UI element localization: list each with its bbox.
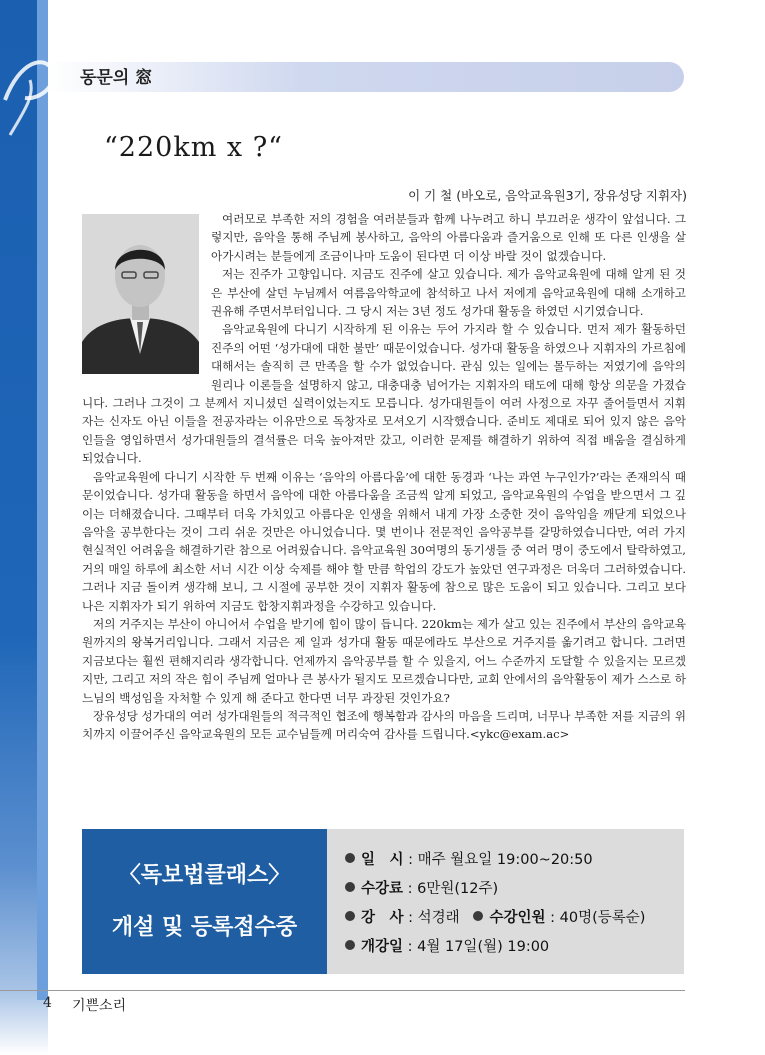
notice-value: 6만원(12주) <box>417 881 499 897</box>
bullet-icon <box>345 940 355 950</box>
publication-name: 기쁜소리 <box>72 998 127 1014</box>
class-registration-status: 개설 및 등록접수중 <box>111 915 298 940</box>
article-body <box>82 210 686 744</box>
notice-label: 개강일 <box>361 939 404 955</box>
paragraph: 장유성당 성가대의 여러 성가대원들의 적극적인 협조에 행복함과 감사의 마음을 드리며, 너무나 부족한 저를 지금의 위치까지 이끌어주신 음악교육원의 모든 교수님들께 머리숙여 감사를 드립니다.<ykc@exam.ac> <box>82 708 686 742</box>
paragraph: 저의 거주지는 부산이 아니어서 수업을 받기에 힘이 많이 듭니다. 220km는 제가 살고 있는 진주에서 부산의 음악교육원까지의 왕복거리입니다. 그래서 지금은 제 일과 성가대 활동 때문에라도 부산으로 거주지를 옮기려고 합니다. 그러면 지금보다는 훨씬 편해지리라 생각합니다. 언제까지 음악공부를 할 수 있을지, 어느 수준까지 도달할 수 있을지는 모르겠지만, 그리고 저의 작은 힘이 주님께 얼마나 큰 봉사가 될지도 모르겠습니다만, 교회 안에서의 음악활동이 제가 스스로 하느님의 백성임을 자처할 수 있게 해 준다고 한다면 너무 과장된 것인가요? <box>82 616 686 705</box>
bullet-icon <box>345 911 355 921</box>
bullet-icon <box>345 853 355 863</box>
paragraph: 음악교육원에 다니기 시작하게 된 이유는 두어 가지라 할 수 있습니다. 먼저 제가 활동하던 진주의 어떤 ‘성가대에 대한 불만’ 때문이었습니다. 성가대 활동을 하였으나 지휘자의 가르침에 대해서는 솔직히 큰 만족을 할 수가 없었습니다. 관심 있는 일에는 몰두하는 저였기에 음악의 원리나 이론들을 설명하지 않고, 대충대충 넘어가는 지휘자의 태도에 대해 항상 의문을 가졌습니다. 그러나 그것이 그 분께서 지니셨던 실력이었는지도 모릅니다. 성가대원들이 여러 사정으로 자꾸 줄어들면서 지휘자는 신자도 아닌 이들을 전공자라는 이유만으로 독창자로 모셔오기 시작했습니다. 준비도 제대로 되어 있지 않은 음악인들을 영입하면서 성가대원들의 결석률은 더욱 높아져만 갔고, 이러한 문제를 해결하기 위하여 직접 배움을 결심하게 되었습니다. <box>82 322 686 466</box>
notice-label: 수강인원 <box>489 910 546 926</box>
article-title: “220km x ?“ <box>104 132 283 163</box>
notice-item-fee: 수강료 : 6만원(12주) <box>345 877 498 898</box>
notice-label: 수강료 <box>361 881 404 897</box>
class-notice-title-panel <box>82 829 327 974</box>
notice-value: 40명(등록순) <box>559 910 646 926</box>
class-name: 〈독보법클래스〉 <box>118 863 291 888</box>
notice-label: 강 사 <box>361 910 404 926</box>
notice-item-schedule: 일 시 : 매주 월요일 19:00~20:50 <box>345 848 593 869</box>
notice-item-start-date: 개강일 : 4월 17일(월) 19:00 <box>345 935 549 956</box>
photo-spacer <box>82 210 211 378</box>
paragraph: 저는 진주가 고향입니다. 지금도 진주에 살고 있습니다. 제가 음악교육원에 대해 알게 된 것은 부산에 살던 누님께서 여름음악학교에 참석하고 나서 저에게 음악교육원에 대해 소개하고 권유해 주면서부터입니다. 그 당시 저는 3년 정도 성가대 활동을 하였던 시기였습니다. <box>211 267 686 319</box>
notice-value: 석경래 <box>417 910 460 926</box>
page-number: 4 <box>43 995 52 1011</box>
section-label: 동문의 窓 <box>80 68 153 88</box>
decorative-swirl-icon <box>0 40 60 150</box>
bullet-icon <box>345 882 355 892</box>
footer-divider <box>0 990 685 991</box>
notice-label: 일 시 <box>361 852 404 868</box>
notice-item-instructor: 강 사 : 석경래 수강인원 : 40명(등록순) <box>345 906 645 927</box>
left-color-band-stripe <box>37 0 48 1000</box>
paragraph: 음악교육원에 다니기 시작한 두 번째 이유는 ‘음악의 아름다움’에 대한 동경과 ‘나는 과연 누구인가?’라는 존재의식 때문이었습니다. 성가대 활동을 하면서 음악에 대한 아름다움을 조금씩 알게 되었고, 음악교육원의 수업을 받으면서 그 깊이는 더해졌습니다. 그때부터 더욱 가치있고 아름다운 인생을 위해서 내게 가장 소중한 것이 음악임을 깨닫게 되었으나 음악을 공부한다는 것이 그리 쉬운 것만은 아니었습니다. 몇 번이나 전문적인 음악공부를 갈망하였습니다만, 여러 가지 현실적인 어려움을 해결하기란 참으로 어려웠습니다. 음악교육원 30여명의 동기생들 중 여러 명이 중도에서 탈락하였고, 거의 매일 하루에 최소한 서너 시간 이상 숙제를 해야 할 만큼 학업의 강도가 높았던 연구과정은 더욱더 그러하였습니다. 그러나 지금 돌이켜 생각해 보니, 그 시절에 공부한 것이 지휘자 활동에 참으로 많은 도움이 되고 있습니다. 그리고 보다 나은 지휘자가 되기 위하여 지금도 합창지휘과정을 수강하고 있습니다. <box>82 469 686 613</box>
bullet-icon <box>473 911 483 921</box>
notice-value: 매주 월요일 19:00~20:50 <box>417 852 593 868</box>
notice-value: 4월 17일(월) 19:00 <box>417 939 550 955</box>
paragraph: 여러모로 부족한 저의 경험을 여러분들과 함께 나누려고 하니 부끄러운 생각이 앞섭니다. 그렇지만, 음악을 통해 주님께 봉사하고, 음악의 아름다움과 즐거움으로 인해 또 다른 인생을 살아가시려는 분들에게 조금이나마 도움이 된다면 더 이상 바랄 것이 없겠습니다. <box>211 212 686 263</box>
article-byline: 이 기 철 (바오로, 음악교육원3기, 장유성당 지휘자) <box>408 188 687 203</box>
